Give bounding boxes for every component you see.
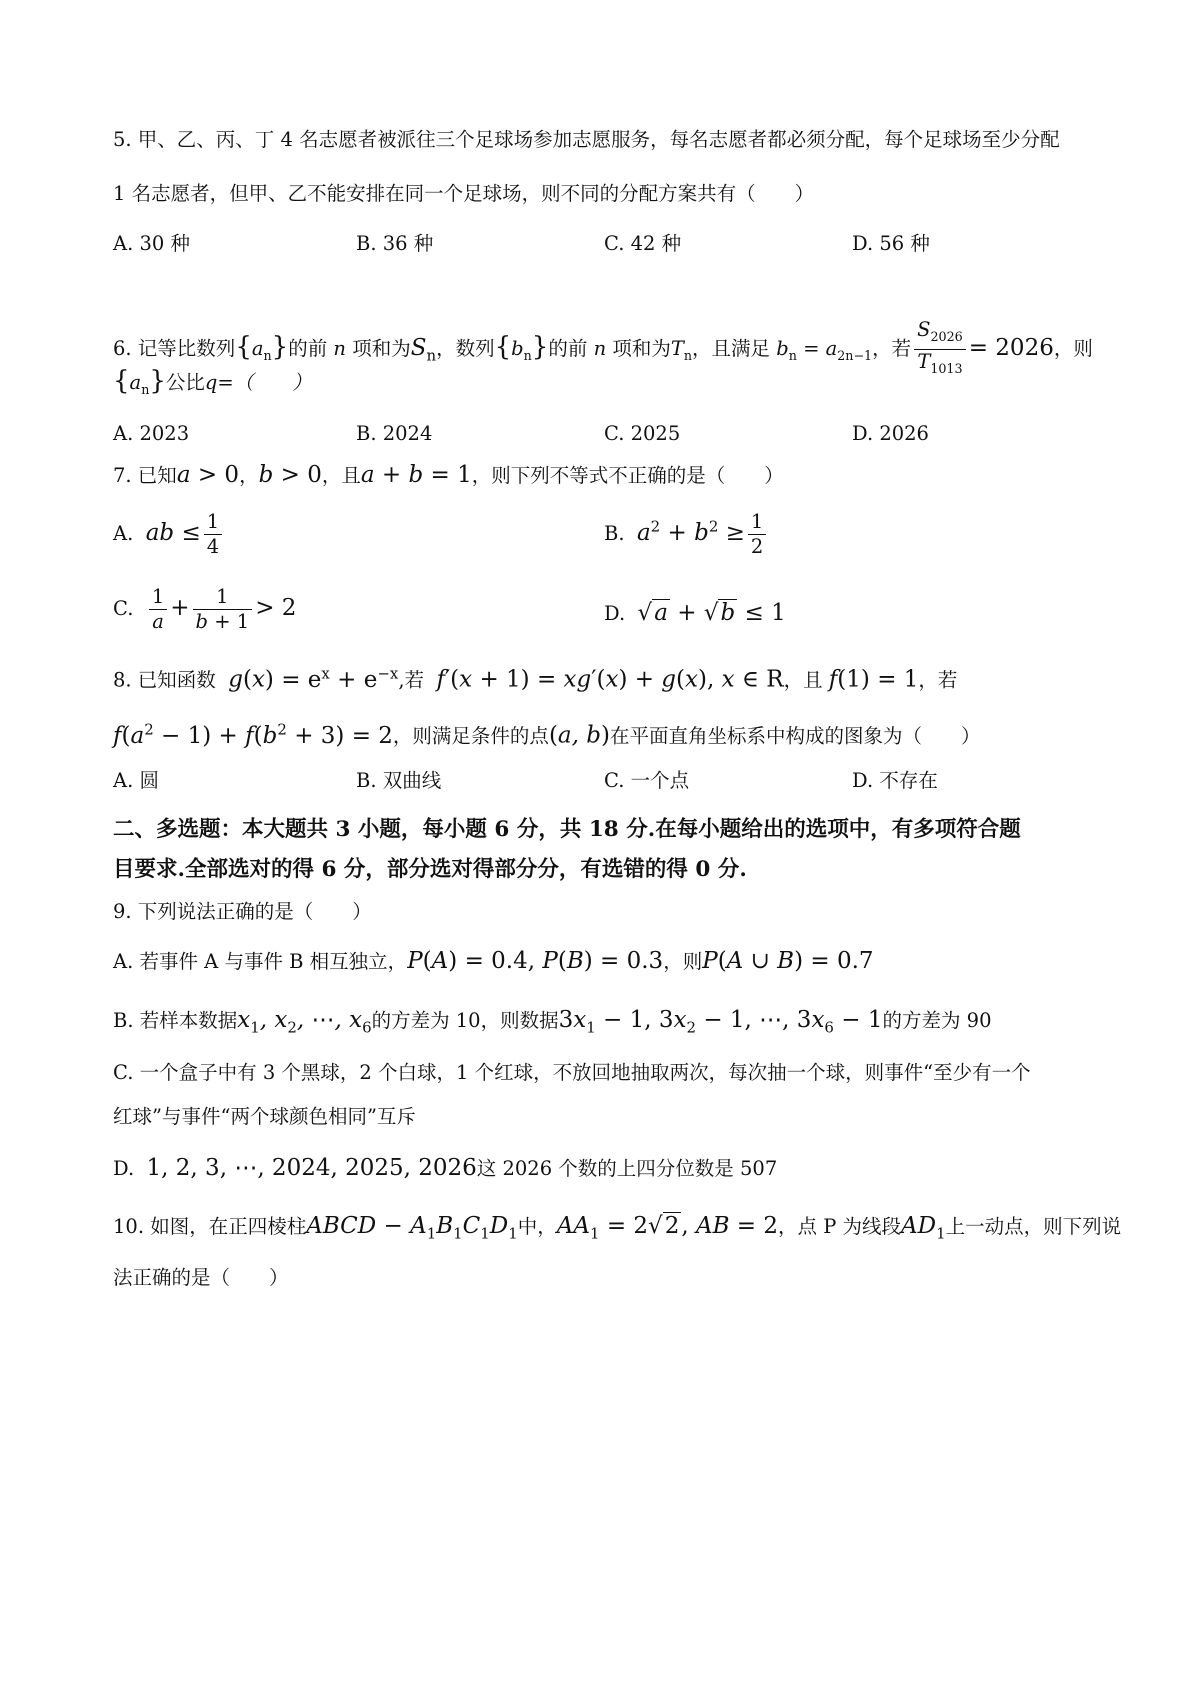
q7-option-label: C. [113,597,134,620]
q8-g-def: $g(x) = e^x + e^{-x}$ [228,664,399,693]
q9-stem: 9. 下列说法正确的是（ ） [113,900,372,923]
q8-equation: $f(a^2 - 1) + f(b^2 + 3) = 2$ [113,720,393,749]
q6-option-d: D. 2026 [852,422,929,445]
section2-heading-line1: 二、多选题：本大题共 3 小题，每小题 6 分，共 18 分.在每小题给出的选项中，有多项符合题 [113,817,1021,842]
q6-var-n: n [333,336,346,360]
q9-b-transformed: $3x_1 - 1$, $3x_2 - 1$, ⋯, $3x_6 - 1$ [558,1007,883,1037]
q9-text: 的方差为 90 [882,1009,992,1032]
section2-heading-line2: 目要求.全部选对的得 6 分，部分选对得部分分，有选错的得 0 分. [113,857,747,882]
q6-text: ，且满足 [692,336,771,360]
q8-option-d: D. 不存在 [852,769,938,792]
q8-text: 在平面直角坐标系中构成的图象为（ ） [609,724,981,748]
q6-seq-a: $\{a_n\}$ [235,331,289,363]
q7-option-d [604,600,786,627]
q10-text: 上一动点，则下列说 [945,1215,1122,1238]
q6-text: 的前 [548,336,588,360]
q7-option-c: C. $\frac{1}{a}$ + $\frac{1}{b + 1}$ > 2 [113,585,297,633]
q7-option-label: A. [113,522,134,545]
q6-text: q=（ ） [204,371,312,394]
q6-relation: $b_n = a_{2n-1}$ [776,336,873,363]
q6-text: ，则 [1053,336,1093,360]
q10-stem-line2: 法正确的是（ ） [113,1266,289,1289]
q7-option-label: B. [604,522,625,545]
q5-option-c: C. 42 种 [604,232,682,255]
q6-text: ，若 [872,336,912,360]
q8-text: 若 [404,668,425,692]
q8-f1: f(1) = 1 [828,666,919,693]
q10-prism: ABCD − $A_1B_1C_1D_1$ [306,1213,518,1243]
q8-option-c: C. 一个点 [604,769,690,792]
q9-b-sample: $x_1$, $x_2$, ⋯, $x_6$ [237,1007,372,1037]
q5-option-a: A. 30 种 [113,232,190,255]
q10-text: 10. 如图，在正四棱柱 [113,1215,307,1238]
q10-stem-line1 [113,1213,1121,1247]
q6-tn: $T_n$ [670,336,693,363]
q5-stem-line1: 5. 甲、乙、丙、丁 4 名志愿者被派往三个足球场参加志愿服务，每名志愿者都必须分配，每个足球场至少分配 [113,128,1060,151]
q6-sn: $S_n$ [410,334,437,365]
q9-text: B. 若样本数据 [113,1009,238,1032]
q6-text: 公比 [165,371,205,394]
q7-text: ，则下列不等式不正确的是（ ） [471,464,784,487]
q6-text: 6. 记等比数列 [113,336,236,360]
q7-cond: b > 0 [258,462,322,488]
q8-stem-line2 [113,716,980,750]
q6-text: 的前 [288,336,328,360]
q7-option-b-expr: $a^2 + b^2$ ≥ [636,517,745,546]
q7-text: 7. 已知 [113,464,177,487]
q7-cond: a + b = 1 [360,462,472,488]
q7-stem: 7. 已知a > 0，b > 0，且a + b = 1，则下列不等式不正确的是（ ） [113,462,784,488]
q5-stem-line2: 1 名志愿者，但甲、乙不能安排在同一个足球场，则不同的分配方案共有（ ） [113,182,815,205]
q7-cond: a > 0 [176,462,240,488]
q6-equals-2026: = 2026 [968,334,1054,361]
q10-text: ，点 P 为线段 [778,1215,902,1238]
q6-stem-line2 [113,368,312,403]
q7-fraction: $\frac{1}{4}$ [204,510,222,559]
q10-segment: $AD_1$ [901,1213,946,1243]
q7-fraction: $\frac{1}{2}$ [748,510,766,559]
q10-text: 中， [517,1215,557,1238]
q9-text: 的方差为 10，则数据 [371,1009,559,1032]
q6-text: 项和为 [612,336,671,360]
q5-option-d: D. 56 种 [852,232,930,255]
q7-option-a-expr: ab ≤ [145,520,201,546]
q6-seq-b: $\{b_n\}$ [494,331,549,363]
q10-lengths: $AA_1 = 2√2$, AB = 2 [556,1213,779,1243]
q6-option-a: A. 2023 [113,422,190,445]
q9-a-probs: P(A) = 0.4, P(B) = 0.3 [407,948,664,974]
q9-option-b [113,1007,991,1041]
q7-option-d-expr: √a + √b ≤ 1 [637,600,786,626]
q8-point: (a, b) [548,722,610,749]
q5-option-b: B. 36 种 [356,232,434,255]
q8-option-b: B. 双曲线 [356,769,442,792]
q9-option-c-line1: C. 一个盒子中有 3 个黑球，2 个白球，1 个红球，不放回地抽取两次，每次抽一个球，则事件“至少有一个 [113,1061,1031,1084]
q7-fraction: $\frac{1}{b + 1}$ [193,585,253,634]
q6-option-b: B. 2024 [356,422,433,445]
q9-option-d [113,1155,777,1182]
q8-text: ，则满足条件的点 [392,724,549,748]
q7-fraction: $\frac{1}{a}$ [149,585,167,634]
q9-text: ，则 [663,950,703,973]
q8-text: 8. 已知函数 [113,668,216,692]
q9-d-sequence: 1, 2, 3, ⋯, 2024, 2025, 2026 [146,1155,477,1181]
q8-text: ，若 [918,668,958,692]
q7-text: ，且 [321,464,361,487]
q9-option-c-line2: 红球”与事件“两个球颜色相同”互斥 [113,1105,416,1128]
q9-text: 这 2026 个数的上四分位数是 507 [476,1157,778,1180]
q9-a-union: P(A ∪ B) = 0.7 [702,948,874,974]
q7-option-label: D. [604,602,626,625]
q9-option-a [113,948,874,975]
q6-text: 项和为 [352,336,411,360]
q7-option-b [604,510,769,559]
q6-var-n: n [593,336,607,360]
q8-text: ，且 [783,668,823,692]
q6-option-c: C. 2025 [604,422,681,445]
q8-stem-line1: 8. 已知函数 $g(x) = e^x + e^{-x}$,若 f′(x + 1) = xg′(x) + g(x), x ∈ R，且 f(1) = 1，若 [113,664,958,693]
q7-option-a [113,510,225,559]
q6-fraction: $\frac{S_{2026}}{T_{1013}}$ [914,318,966,381]
q9-text: A. 若事件 A 与事件 B 相互独立， [113,950,408,973]
q8-f-relation: f′(x + 1) = xg′(x) + g(x), x ∈ R [436,666,784,693]
q6-text: ，数列 [436,336,495,360]
q6-seq-a: $\{a_n\}$ [113,366,166,397]
q9-text: D. [113,1157,135,1180]
q8-option-a: A. 圆 [113,769,159,792]
